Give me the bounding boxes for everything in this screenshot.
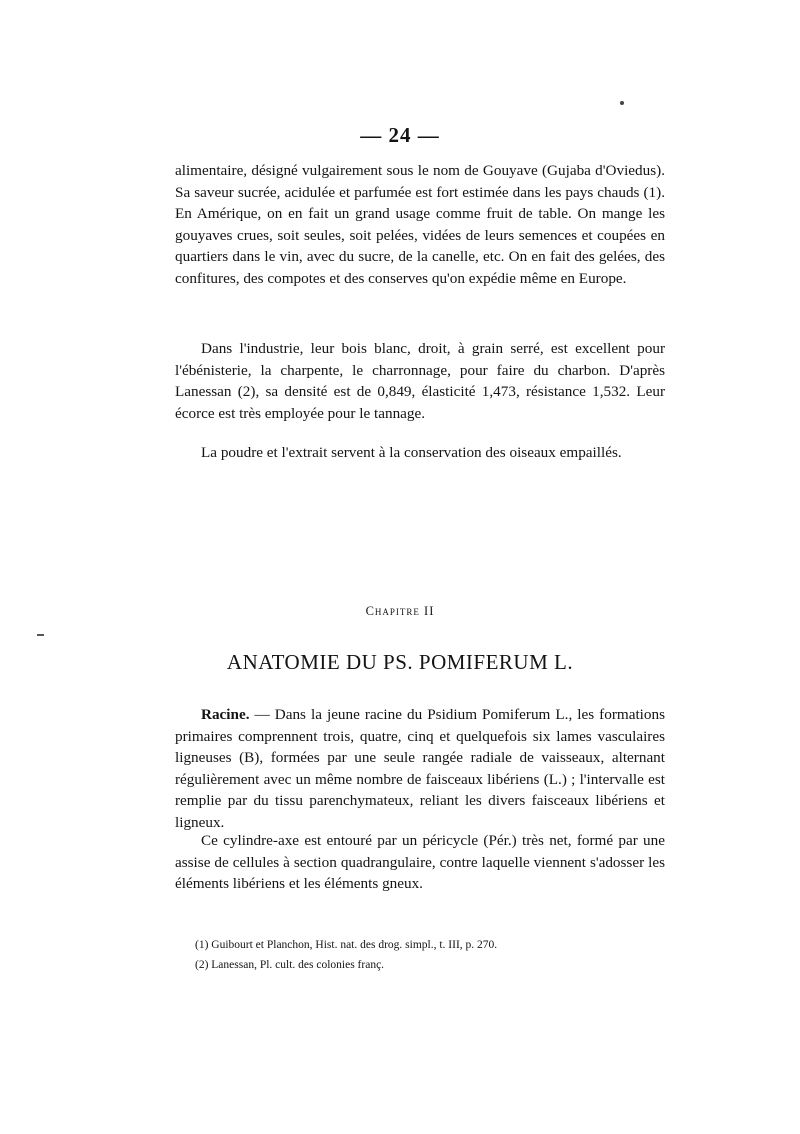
paragraph-body: — Dans la jeune racine du Psidium Pomiferum L., les formations primaires comprennent trois, quatre, cinq et quelquefois six lames vasculaires ligneuses (B), formées par une seule rangée radiale de vaisseaux, alternant régulièrement avec un même nombre de faisceaux libériens (L.) ; l'intervalle est remplie par du tissu parenchymateux, reliant les divers faisceaux libériens et ligneux. xyxy=(175,706,665,831)
body-paragraph xyxy=(175,704,665,834)
paragraph-text: Ce cylindre-axe est entouré par un péricycle (Pér.) très net, formé par une assise de cellules à section quadrangulaire, contre laquelle viennent s'adosser les éléments libériens et les éléments gneux. xyxy=(175,832,665,893)
paragraph-text: alimentaire, désigné vulgairement sous le nom de Gouyave (Gujaba d'Oviedus). Sa saveur sucrée, acidulée et parfumée est fort estimée dans les pays chauds (1). En Amérique, on en fait un grand usage comme fruit de table. On mange les gouyaves crues, soit seules, soit pelées, vidées de leurs semences et coupées en quartiers dans le vin, avec du sucre, de la canelle, etc. On en fait des gelées, des confitures, des compotes et des conserves qu'on expédie même en Europe. xyxy=(175,162,665,287)
paragraph-text xyxy=(175,704,665,834)
body-paragraph xyxy=(175,338,665,424)
paragraph-text: Dans l'industrie, leur bois blanc, droit, à grain serré, est excellent pour l'ébénisterie, la charpente, le charronnage, pour faire du charbon. D'après Lanessan (2), sa densité est de 0,849, élasticité 1,473, résistance 1,532. Leur écorce est très employée pour le tannage. xyxy=(175,340,665,422)
body-paragraph xyxy=(175,442,665,464)
body-paragraph xyxy=(175,830,665,895)
footnote: (2) Lanessan, Pl. cult. des colonies franç. xyxy=(195,959,385,971)
paragraph-text: La poudre et l'extrait servent à la conservation des oiseaux empaillés. xyxy=(201,444,622,461)
body-paragraph xyxy=(175,160,665,290)
footnote: (1) Guibourt et Planchon, Hist. nat. des drog. simpl., t. III, p. 270. xyxy=(195,939,498,951)
paragraph-lead: Racine. xyxy=(201,706,250,723)
ink-speck xyxy=(620,101,624,105)
chapter-title: ANATOMIE DU PS. POMIFERUM L. xyxy=(226,650,574,674)
margin-mark xyxy=(37,634,44,636)
page-number: — 24 — xyxy=(360,123,440,147)
chapter-label: Chapitre II xyxy=(365,604,435,618)
